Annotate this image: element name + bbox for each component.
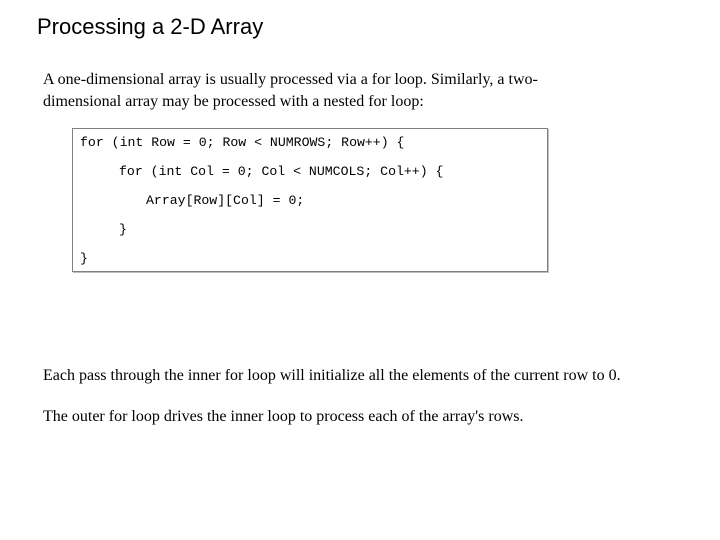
code-line-outer-for: for (int Row = 0; Row < NUMROWS; Row++) { <box>80 135 405 150</box>
code-line-outer-close: } <box>80 251 88 266</box>
intro-line-2: dimensional array may be processed with a nested for loop: <box>43 93 424 110</box>
intro-paragraph <box>43 69 643 113</box>
code-block <box>72 128 548 272</box>
slide-title: Processing a 2-D Array <box>37 14 264 39</box>
code-line-inner-for: for (int Col = 0; Col < NUMCOLS; Col++) { <box>119 164 444 179</box>
code-line-assignment: Array[Row][Col] = 0; <box>146 193 305 208</box>
intro-line-1: A one-dimensional array is usually processed via a for loop. Similarly, a two- <box>43 71 538 88</box>
code-line-inner-close: } <box>119 222 127 237</box>
explanation-inner-loop: Each pass through the inner for loop will initialize all the elements of the current row to 0. <box>43 367 621 384</box>
explanation-outer-loop: The outer for loop drives the inner loop to process each of the array's rows. <box>43 408 524 425</box>
